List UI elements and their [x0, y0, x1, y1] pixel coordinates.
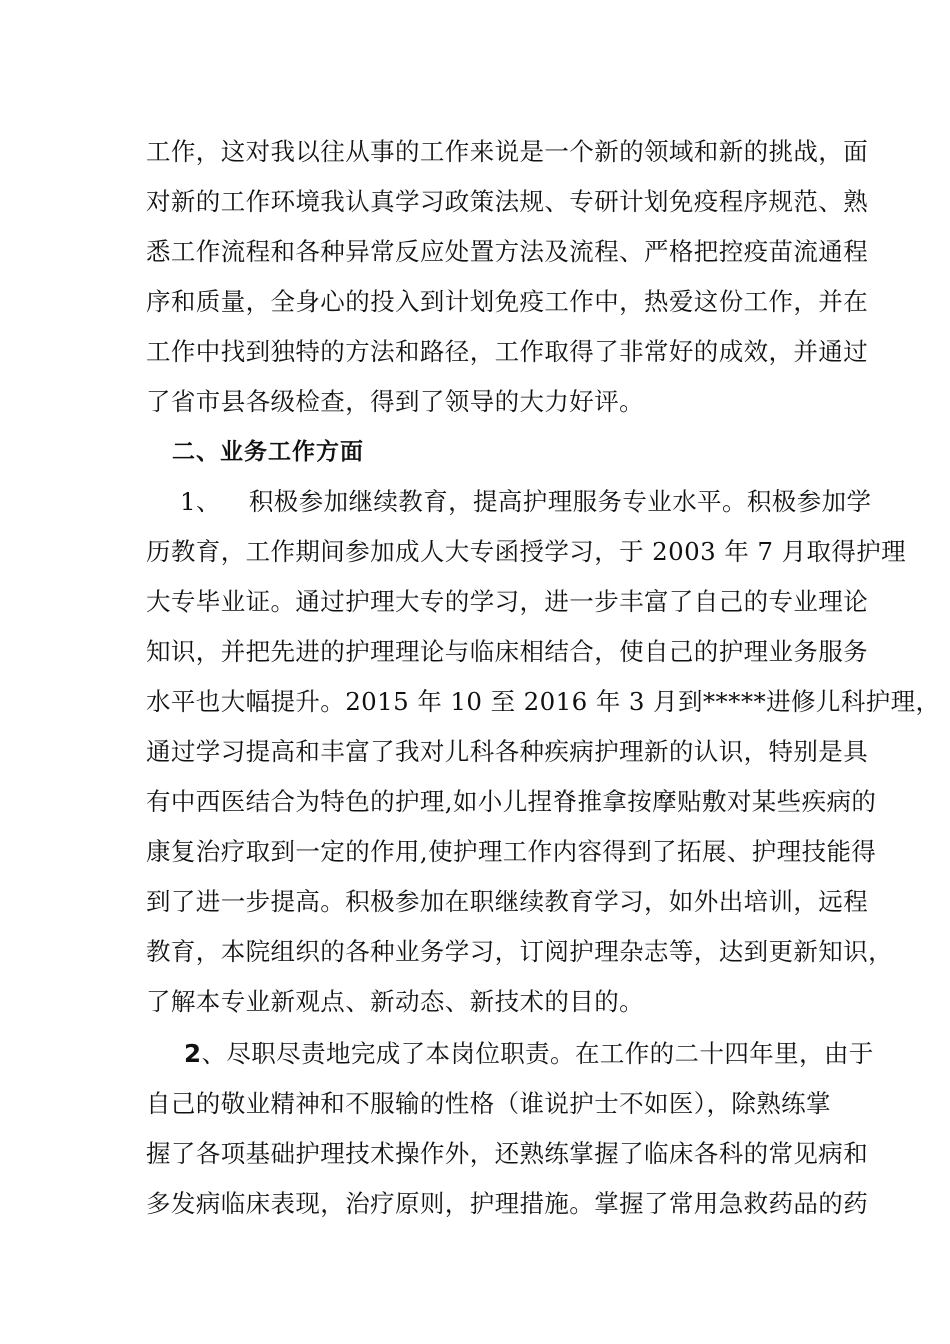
paragraph-line: 序和质量，全身心的投入到计划免疫工作中，热爱这份工作，并在: [146, 287, 869, 316]
paragraph-line: 教育，本院组织的各种业务学习，订阅护理杂志等，达到更新知识，: [146, 937, 893, 966]
paragraph-line: 水平也大幅提升。2015 年 10 至 2016 年 3 月到*****进修儿科护理，: [146, 687, 941, 716]
paragraph-line: 对新的工作环境我认真学习政策法规、专研计划免疫程序规范、熟: [146, 187, 869, 216]
paragraph-line: 握了各项基础护理技术操作外，还熟练掌握了临床各科的常见病和: [146, 1139, 869, 1168]
item2-first-line-text: 、尽职尽责地完成了本岗位职责。在工作的二十四年里，由于: [201, 1039, 874, 1068]
paragraph-line: 到了进一步提高。积极参加在职继续教育学习，如外出培训，远程: [146, 887, 869, 916]
paragraph-line: 多发病临床表现，治疗原则，护理措施。掌握了常用急救药品的药: [146, 1189, 869, 1218]
paragraph-line: 大专毕业证。通过护理大专的学习，进一步丰富了自己的专业理论: [146, 587, 869, 616]
item2-first-line: [184, 1039, 874, 1069]
section-heading: 二、业务工作方面: [172, 439, 364, 465]
item1-first-line-text: 积极参加继续教育，提高护理服务专业水平。积极参加学: [248, 487, 872, 516]
item2-number: 2: [184, 1039, 202, 1068]
paragraph-line: 工作中找到独特的方法和路径，工作取得了非常好的成效，并通过: [146, 337, 869, 366]
paragraph-line: 工作，这对我以往从事的工作来说是一个新的领域和新的挑战，面: [146, 137, 869, 166]
paragraph-line: 有中西医结合为特色的护理,如小儿捏脊推拿按摩贴敷对某些疾病的: [146, 787, 877, 816]
paragraph-line: 历教育，工作期间参加成人大专函授学习，于 2003 年 7 月取得护理: [146, 537, 907, 566]
paragraph-line: 了解本专业新观点、新动态、新技术的目的。: [146, 987, 644, 1016]
paragraph-line: 悉工作流程和各种异常反应处置方法及流程、严格把控疫苗流通程: [146, 237, 869, 266]
paragraph-line: 了省市县各级检查，得到了领导的大力好评。: [146, 387, 644, 416]
paragraph-line: 通过学习提高和丰富了我对儿科各种疾病护理新的认识，特别是具: [146, 737, 869, 766]
paragraph-line: 知识，并把先进的护理理论与临床相结合，使自己的护理业务服务: [146, 637, 869, 666]
paragraph-line: 康复治疗取到一定的作用,使护理工作内容得到了拓展、护理技能得: [146, 837, 877, 866]
item1-number: 1、: [180, 487, 221, 516]
paragraph-line: 自己的敬业精神和不服输的性格（谁说护士不如医），除熟练掌: [146, 1089, 831, 1118]
item1-first-line: [180, 487, 871, 517]
